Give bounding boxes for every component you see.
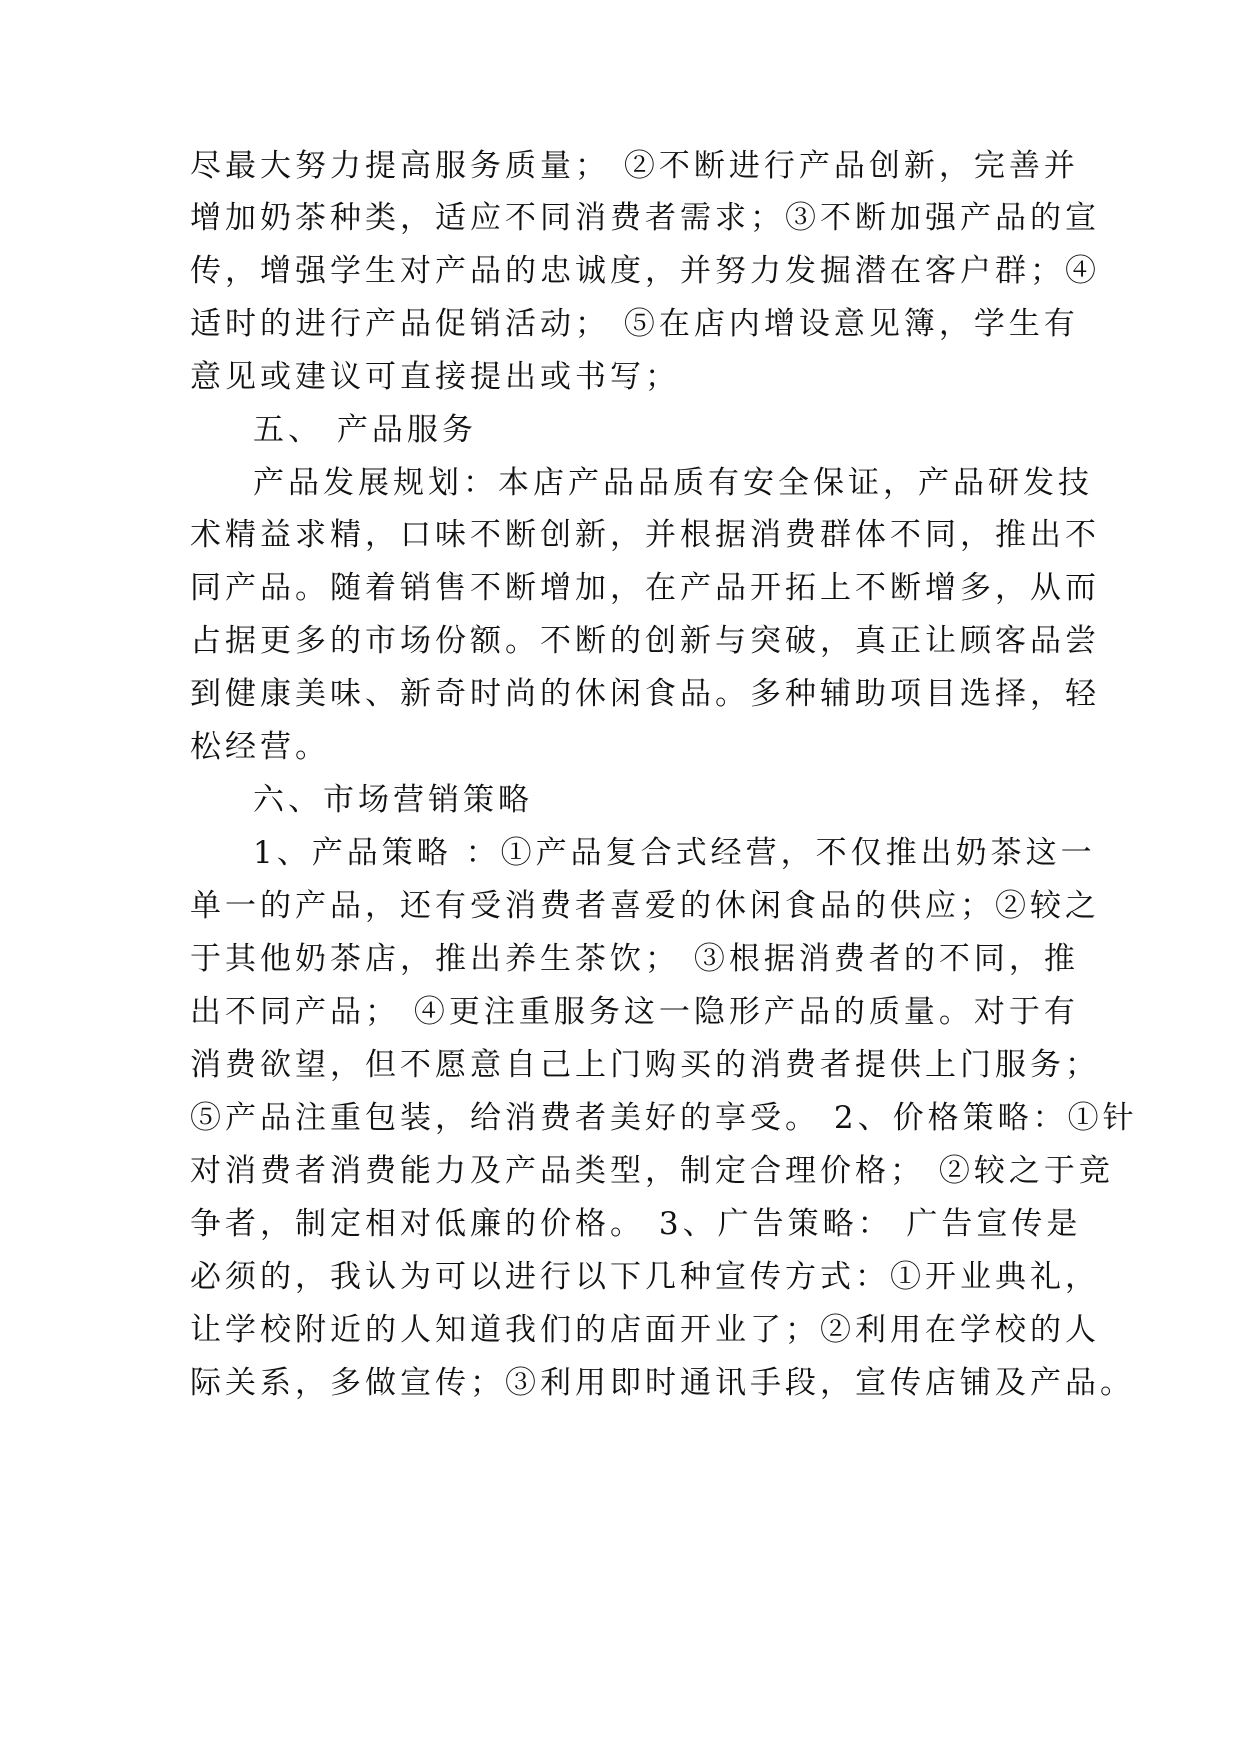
- paragraph-1-line-5: 意见或建议可直接提出或书写；: [190, 359, 680, 395]
- paragraph-1-line-1: 尽最大努力提高服务质量； ②不断进行产品创新，完善并: [190, 148, 1079, 184]
- paragraph-3-line-1: 1、产品策略 ：①产品复合式经营，不仅推出奶茶这一: [253, 835, 1096, 871]
- paragraph-3-line-11: 际关系，多做宣传；③利用即时通讯手段，宣传店铺及产品。: [190, 1365, 1135, 1401]
- paragraph-3-line-3: 于其他奶茶店，推出养生茶饮； ③根据消费者的不同，推: [190, 941, 1079, 977]
- paragraph-2-line-2: 术精益求精，口味不断创新，并根据消费群体不同，推出不: [190, 517, 1100, 553]
- section-5-heading: 五、 产品服务: [253, 412, 477, 448]
- paragraph-2-line-3: 同产品。随着销售不断增加，在产品开拓上不断增多，从而: [190, 570, 1100, 606]
- paragraph-2-line-4: 占据更多的市场份额。不断的创新与突破，真正让顾客品尝: [190, 623, 1100, 659]
- paragraph-3-line-4: 出不同产品； ④更注重服务这一隐形产品的质量。对于有: [190, 994, 1079, 1030]
- section-6-heading: 六、市场营销策略: [253, 782, 533, 818]
- paragraph-3-line-9: 必须的，我认为可以进行以下几种宣传方式：①开业典礼，: [190, 1259, 1100, 1295]
- paragraph-3-line-2: 单一的产品，还有受消费者喜爱的休闲食品的供应；②较之: [190, 888, 1100, 924]
- paragraph-3-line-6: ⑤产品注重包装，给消费者美好的享受。 2、价格策略：①针: [190, 1100, 1138, 1136]
- paragraph-1-line-2: 增加奶茶种类，适应不同消费者需求；③不断加强产品的宣: [190, 200, 1100, 236]
- paragraph-2-line-1: 产品发展规划：本店产品品质有安全保证，产品研发技: [253, 465, 1093, 501]
- paragraph-3-line-10: 让学校附近的人知道我们的店面开业了；②利用在学校的人: [190, 1312, 1100, 1348]
- paragraph-1-line-4: 适时的进行产品促销活动； ⑤在店内增设意见簿，学生有: [190, 306, 1079, 342]
- paragraph-3-line-7: 对消费者消费能力及产品类型，制定合理价格； ②较之于竞: [190, 1153, 1114, 1189]
- paragraph-3-line-8: 争者，制定相对低廉的价格。 3、广告策略： 广告宣传是: [190, 1206, 1082, 1242]
- paragraph-2-line-5: 到健康美味、新奇时尚的休闲食品。多种辅助项目选择，轻: [190, 676, 1100, 712]
- paragraph-3-line-5: 消费欲望，但不愿意自己上门购买的消费者提供上门服务；: [190, 1047, 1100, 1083]
- paragraph-2-line-6: 松经营。: [190, 729, 330, 765]
- paragraph-1-line-3: 传，增强学生对产品的忠诚度，并努力发掘潜在客户群；④: [190, 253, 1100, 289]
